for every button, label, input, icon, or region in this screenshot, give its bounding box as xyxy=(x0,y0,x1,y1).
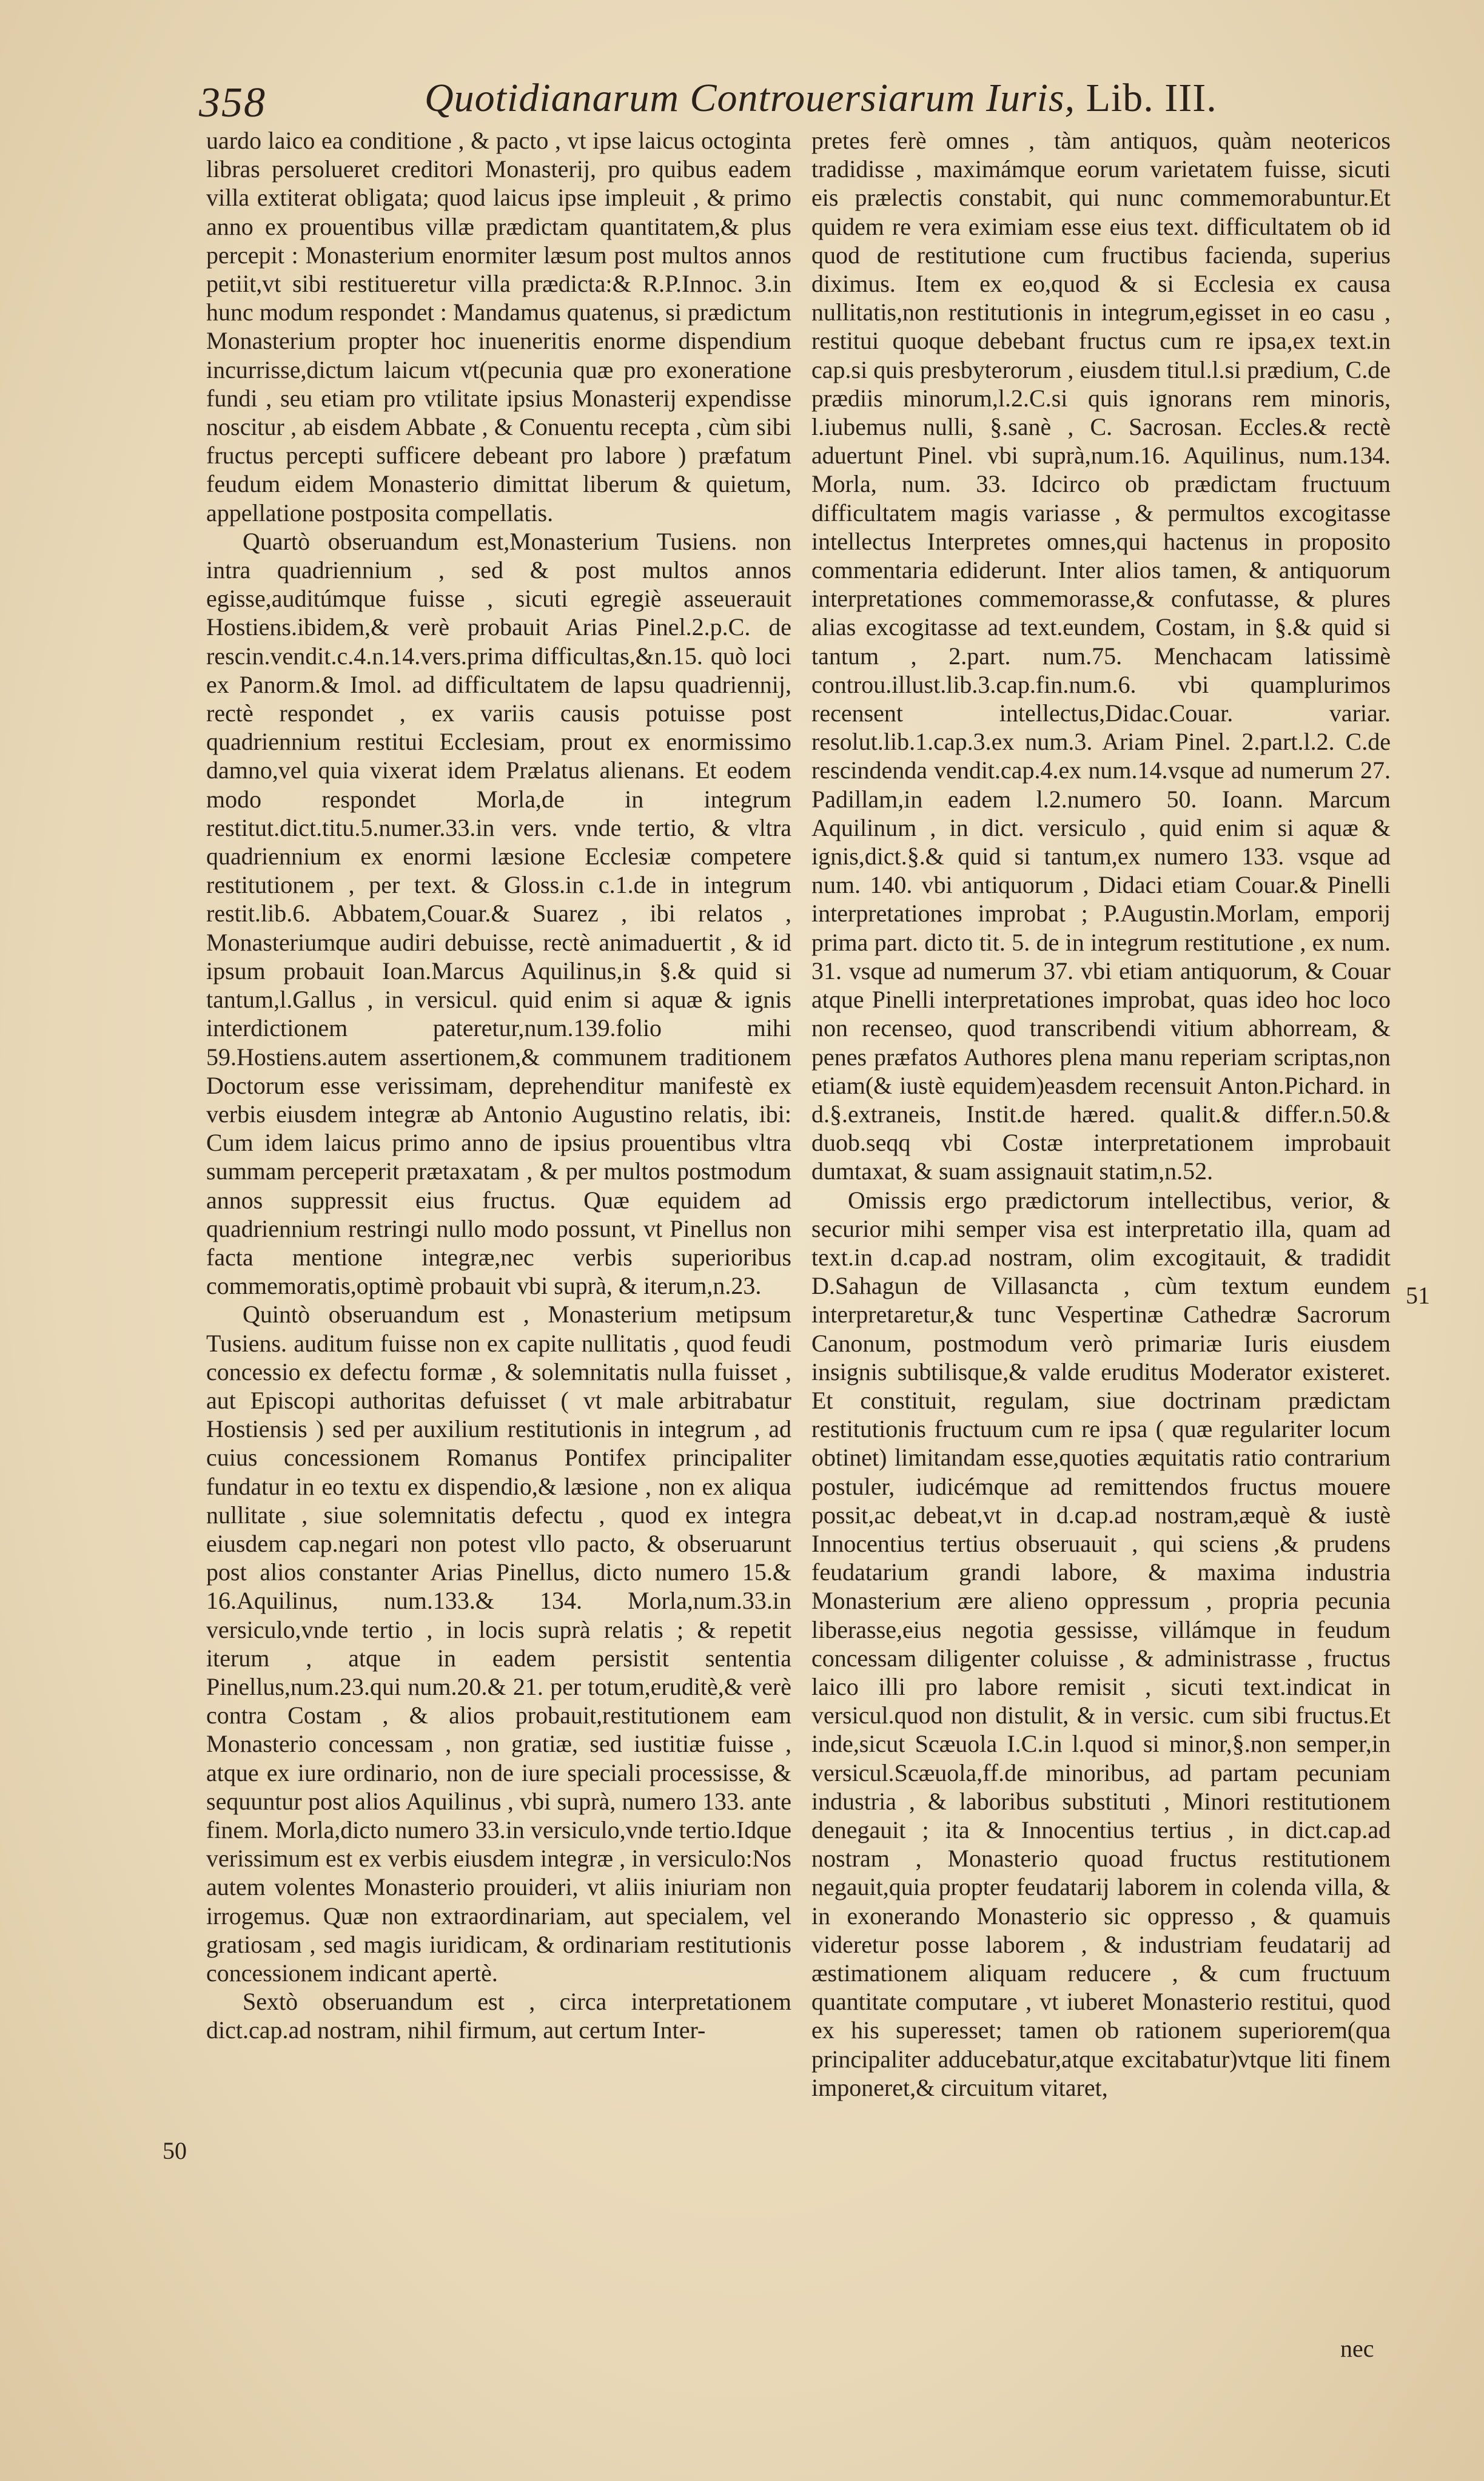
catchword: nec xyxy=(1340,2335,1374,2362)
paragraph: Sextò obseruandum est , circa interpretationem dict.cap.ad nostram, nihil firmum, aut certum Inter- xyxy=(206,1988,791,2044)
right-column xyxy=(811,126,1391,2102)
paragraph: Quintò obseruandum est , Monasterium metipsum Tusiens. auditum fuisse non ex capite nullitatis , quod feudi concessio ex defectu formæ , & solemnitatis nulla fuisset , aut Episcopi authoritas defuisset ( vt male arbitrabatur Hostiensis ) sed per auxilium restitutionis in integrum , ad cuius concessionem Romanus Pontifex principaliter fundatur in eo textu ex dispendio,& læsione , non ex aliqua nullitate , siue solemnitatis defectu , quod ex integra eiusdem cap.negari non potest vllo pacto, & obseruarunt post alios constanter Arias Pinellus, dicto numero 15.& 16.Aquilinus, num.133.& 134. Morla,num.33.in versiculo,vnde tertio , in locis suprà relatis ; & repetit iterum , atque in eadem persistit sententia Pinellus,num.23.qui num.20.& 21. per totum,eruditè,& verè contra Costam , & alios probauit,restitutionem eam Monasterio concessam , non gratiæ, sed iustitiæ fuisse , atque ex iure ordinario, non de iure speciali processisse, & sequuntur post alios Aquilinus , vbi suprà, numero 133. ante finem. Morla,dicto numero 33.in versiculo,vnde tertio.Idque verissimum est ex verbis eiusdem integræ , in versiculo:Nos autem volentes Monasterio prouideri, vt aliis iniuriam non irrogemus. Quæ non extraordinariam, aut specialem, vel gratiosam , sed magis iuridicam, & ordinariam restitutionis concessionem indicant apertè. xyxy=(206,1301,791,1987)
marginal-number: 51 xyxy=(1406,1282,1430,1309)
book-number: Lib. III. xyxy=(1086,76,1217,120)
paragraph: pretes ferè omnes , tàm antiquos, quàm neotericos tradidisse , maximámque eorum varietatem fuisse, sicuti eis prælectis constabit, qui nunc commemorabuntur.Et quidem re vera eximiam esse eius text. difficultatem ob id quod de restitutione cum fructibus facienda, superius diximus. Item ex eo,quod & si Ecclesia ex causa nullitatis,non restitutionis in integrum,egisset in eo casu , restitui quoque debebant fructus cum re ipsa,ex text.in cap.si quis presbyterorum , eiusdem titul.l.si prædium, C.de prædiis minorum,l.2.C.si quis ignorans rem minoris, l.iubemus nulli, §.sanè , C. Sacrosan. Eccles.& rectè aduertunt Pinel. vbi suprà,num.16. Aquilinus, num.134. Morla, num. 33. Idcirco ob prædictam fructuum difficultatem magis variasse , & permultos excogitasse intellectus Interpretes omnes,qui hactenus in proposito commentaria ediderunt. Inter alios tamen, & antiquorum interpretationes commemorasse,& confutasse, & plures alias excogitasse ad text.eundem, Costam, in §.& quid si tantum , 2.part. num.75. Menchacam latissimè controu.illust.lib.3.cap.fin.num.6. vbi quamplurimos recensent intellectus,Didac.Couar. variar. resolut.lib.1.cap.3.ex num.3. Ariam Pinel. 2.part.l.2. C.de rescindenda vendit.cap.4.ex num.14.vsque ad numerum 27. Padillam,in eadem l.2.numero 50. Ioann. Marcum Aquilinum , in dict. versiculo , quid enim si aquæ & ignis,dict.§.& quid si tantum,ex numero 133. vsque ad num. 140. vbi antiquorum , Didaci etiam Couar.& Pinelli interpretationes improbat ; P.Augustin.Morlam, emporij prima part. dicto tit. 5. de in integrum restitutione , ex num. 31. vsque ad numerum 37. vbi etiam antiquorum, & Couar atque Pinelli interpretationes improbat, quas ideo hoc loco non recenseo, quod transcribendi vitium abhorream, & penes præfatos Authores plena manu reperiam scriptas,non etiam(& iustè equidem)easdem recensuit Anton.Pichard. in d.§.extraneis, Instit.de hæred. qualit.& differ.n.50.& duob.seqq vbi Costæ interpretationem improbauit dumtaxat, & suam assignauit statim,n.52. xyxy=(811,127,1391,1185)
running-title-text: Quotidianarum Controuersiarum Iuris, xyxy=(425,76,1076,120)
left-column xyxy=(206,126,791,2045)
paragraph: Quartò obseruandum est,Monasterium Tusiens. non intra quadriennium , sed & post multos annos egisse,auditúmque fuisse , sicuti egregiè asseuerauit Hostiens.ibidem,& verè probauit Arias Pinel.2.p.C. de rescin.vendit.c.4.n.14.vers.prima difficultas,&n.15. quò loci ex Panorm.& Imol. ad difficultatem de lapsu quadriennij, rectè respondet , ex variis causis potuisse post quadriennium restitui Ecclesiam, prout ex enormissimo damno,vel quia vixerat idem Prælatus alienans. Et eodem modo respondet Morla,de in integrum restitut.dict.titu.5.numer.33.in vers. vnde tertio, & vltra quadriennium ex enormi læsione Ecclesiæ competere restitutionem , per text. & Gloss.in c.1.de in integrum restit.lib.6. Abbatem,Couar.& Suarez , ibi relatos , Monasteriumque audiri debuisse, rectè animaduertit , & id ipsum probauit Ioan.Marcus Aquilinus,in §.& quid si tantum,l.Gallus , in versicul. quid enim si aquæ & ignis interdictionem pateretur,num.139.folio mihi 59.Hostiens.autem assertionem,& communem traditionem Doctorum esse verissimam, deprehenditur manifestè ex verbis eiusdem integræ ab Antonio Augustino relatis, ibi: Cum idem laicus primo anno de ipsius prouentibus vltra summam perceperit prætaxatam , & per multos postmodum annos suppressit eius fructus. Quæ equidem ad quadriennium restringi nullo modo possunt, vt Pinellus non facta mentione integræ,nec verbis superioribus commemoratis,optimè probauit vbi suprà, & iterum,n.23. xyxy=(206,527,791,1300)
paragraph: uardo laico ea conditione , & pacto , vt ipse laicus octoginta libras persolueret creditori Monasterij, pro quibus eadem villa extiterat obligata; quod laicus ipse impleuit , & primo anno ex prouentibus villæ prædictam quantitatem,& plus percepit : Monasterium enormiter læsum post multos annos petiit,vt sibi restitueretur villa prædicta:& R.P.Innoc. 3.in hunc modum respondet : Mandamus quatenus, si prædictum Monasterium propter hoc inueneritis enorme dispendium incurrisse,dictum laicum vt(pecunia quæ pro exoneratione fundi , seu etiam pro vtilitate ipsius Monasterij expendisse noscitur , ab eisdem Abbate , & Conuentu recepta , cùm sibi fructus percepti sufficere debeant pro labore ) præfatum feudum eidem Monasterio dimittat liberum & quietum, appellatione postposita compellatis. xyxy=(206,127,791,527)
marginal-number: 50 xyxy=(163,2137,187,2164)
running-title xyxy=(425,75,1217,121)
page-number: 358 xyxy=(199,79,266,126)
paragraph: Omissis ergo prædictorum intellectibus, verior, & securior mihi semper visa est interpretatio illa, quam ad text.in d.cap.ad nostram, olim excogitauit, & tradidit D.Sahagun de Villasancta , cùm textum eundem interpretaretur,& tunc Vespertinæ Cathedræ Sacrorum Canonum, postmodum verò primariæ Iuris eiusdem insignis subtilisque,& valde eruditus Moderator existeret. Et constituit, regulam, siue doctrinam prædictam restitutionis fructuum cum re ipsa ( quæ regulariter locum obtinet) limitandam esse,quoties æquitatis ratio contrarium postuler, iudicémque ad remittendos fructus mouere possit,ac debeat,vt in d.cap.ad nostram,æquè & iustè Innocentius tertius obseruauit , qui sciens ,& prudens feudatarium grandi labore, & maxima industria Monasterium ære alieno oppressum , propria pecunia liberasse,eius negotia gessisse, villámque in feudum concessam diligenter coluisse , & administrasse , fructus laico illi pro labore remisit , sicuti text.indicat in versicul.quod non distulit, & in versic. cum sibi fructus.Et inde,sicut Scæuola I.C.in l.quod si minor,§.non semper,in versicul.Scæuola,ff.de minoribus, ad partam pecuniam industria , & laboribus substituti , Minori restitutionem denegauit ; ita & Innocentius tertius , in dict.cap.ad nostram , Monasterio quoad fructus restitutionem negauit,quia propter feudatarij laborem in colenda villa, & in exonerando Monasterio sic oppresso , & quamuis videretur posse laborem , & industriam feudatarij ad æstimationem aliquam reducere , & cum fructuum quantitate computare , vt iuberet Monasterio restitui, quod ex his superesset; tamen ob rationem superiorem(qua principaliter adducebatur,atque excitabatur)vtque liti finem imponeret,& circuitum vitaret, xyxy=(811,1186,1391,2101)
